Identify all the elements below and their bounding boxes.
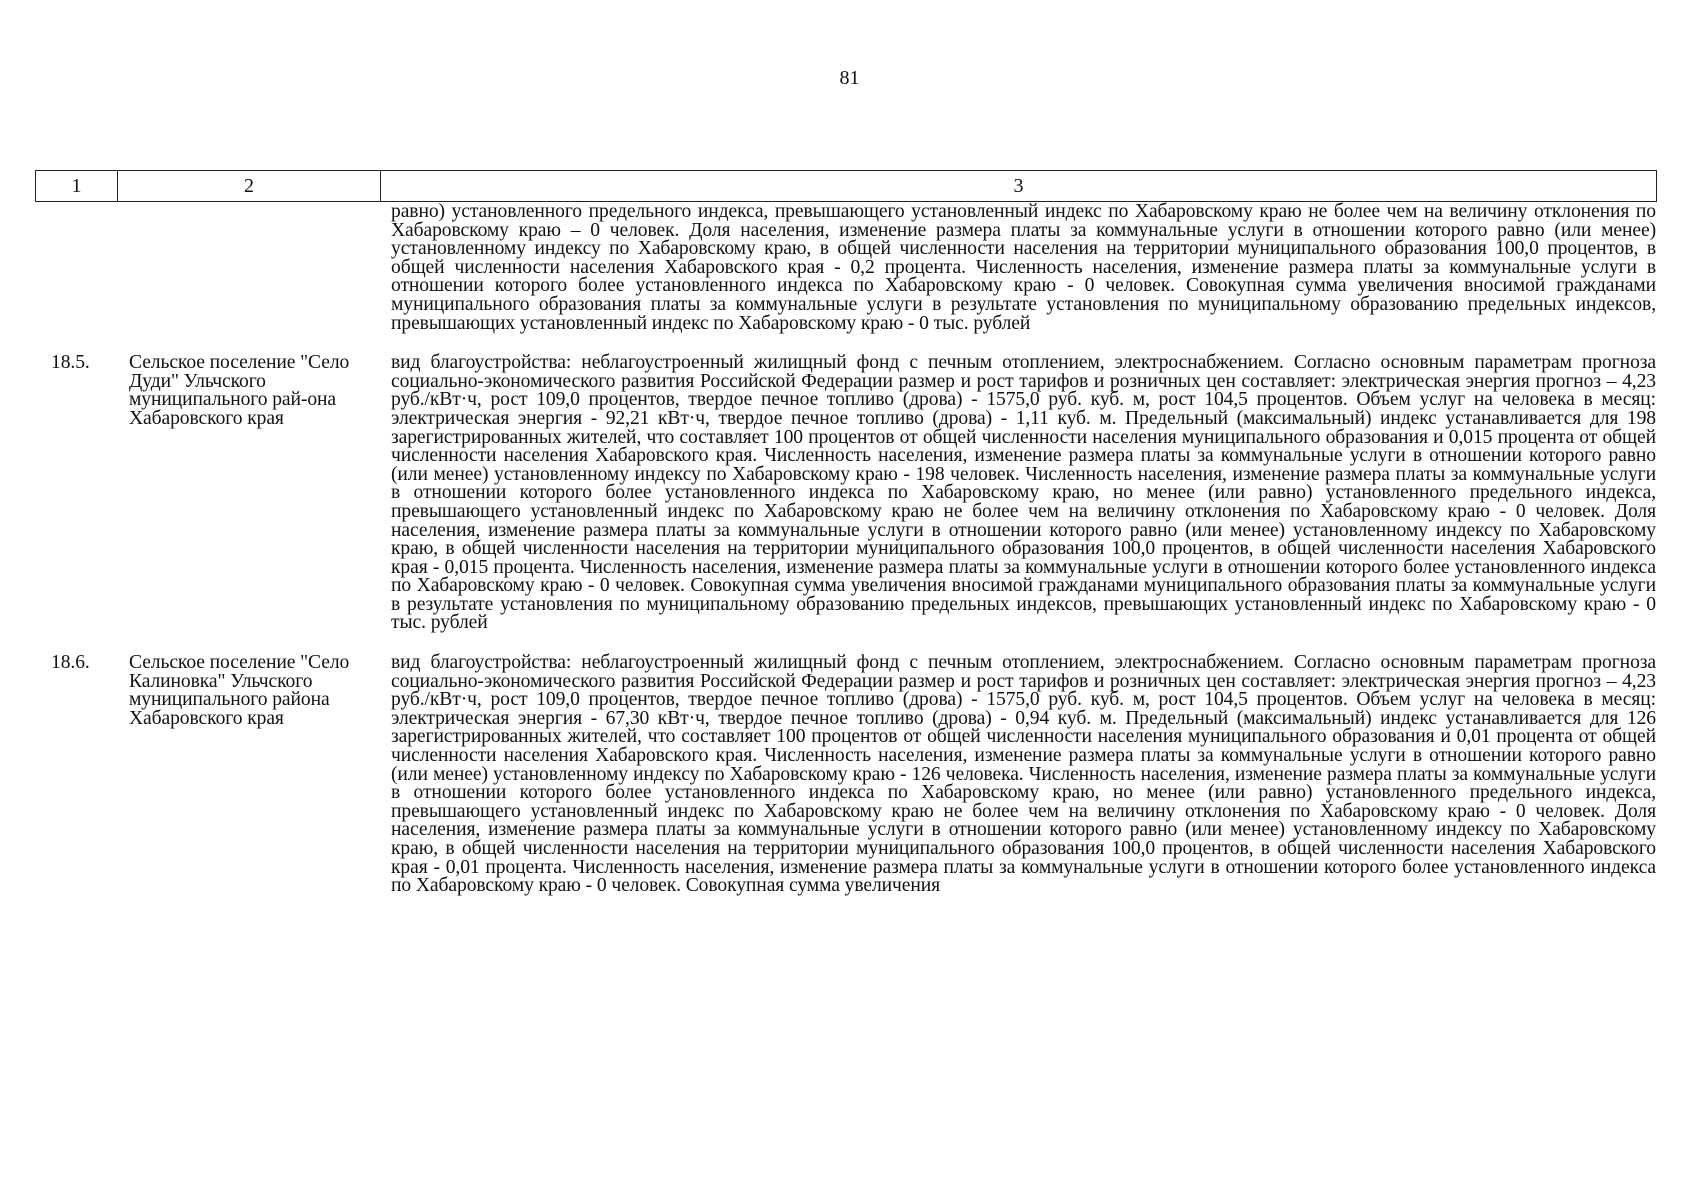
row-description: вид благоустройства: неблагоустроенный жилищный фонд с печным отоплением, электроснабжением. Согласно основным параметрам прогноза социально-экономического развития Российской Федерации размер и рост тарифов и розничных цен составляет: электрическая энергия прогноз – 4,23 руб./кВт·ч, рост 109,0 процентов, твердое печное топливо (дрова) - 1575,0 руб. куб. м, рост 104,5 процентов. Объем услуг на человека в месяц: электрическая энергия - 67,30 кВт·ч, твердое печное топливо (дрова) - 0,94 куб. м. Предельный (максимальный) индекс устанавливается для 126 зарегистрированных жителей, что составляет 100 процентов от общей численности населения муниципального образования и 0,01 процента от общей численности населения Хабаровского края. Численность населения, изменение размера платы за коммунальные услуги в отношении которого равно (или менее) установленному индексу по Хабаровскому краю - 126 человека. Численность населения, изменение размера платы за коммунальные услуги в отношении которого более установленного индекса по Хабаровскому краю, но менее (или равно) установленного предельного индекса, превышающего установленный индекс по Хабаровскому краю не более чем на величину отклонения по Хабаровскому краю - 0 человек. Доля населения, изменение размера платы за коммунальные услуги в отношении которого равно (или менее) установленному индексу по Хабаровскому краю, в общей численности населения на территории муниципального образования 100,0 процентов, в общей численности населения Хабаровского края - 0,01 процента. Численность населения, изменение размера платы за коммунальные услуги в отношении которого более установленного индекса по Хабаровскому краю - 0 человек. Совокупная сумма увеличения — [391, 652, 1656, 897]
row-municipality: Сельское поселение "Село Дуди" Ульчского муниципального рай-она Хабаровского края — [129, 352, 350, 429]
row-municipality: Сельское поселение "Село Калиновка" Ульчского муниципального района Хабаровского края — [129, 652, 350, 729]
table-body — [35, 203, 1656, 896]
continuation-name — [117, 203, 380, 333]
header-col-1: 1 — [36, 171, 118, 202]
row-gap — [35, 333, 1656, 354]
row-gap — [35, 633, 1656, 654]
row-number: 18.6. — [51, 652, 90, 674]
header-col-2: 2 — [118, 171, 381, 202]
table-header — [35, 170, 1657, 202]
continuation-text: равно) установленного предельного индекса, превышающего установленный индекс по Хабаровскому краю не более чем на величину отклонения по Хабаровскому краю – 0 человек. Доля населения, изменение размера платы за коммунальные услуги в отношении которого равно (или менее) установленному индексу по Хабаровскому краю, в общей численности населения на территории муниципального образования 100,0 процентов, в общей численности населения Хабаровского края - 0,2 процента. Численность населения, изменение размера платы за коммунальные услуги в отношении которого более установленного индекса по Хабаровскому краю - 0 человек. Совокупная сумма увеличения вносимой гражданами муниципального образования платы за коммунальные услуги в результате установления по муниципальному образованию предельных индексов, превышающих установленный индекс по Хабаровскому краю - 0 тыс. рублей — [391, 201, 1656, 334]
continuation-number — [35, 203, 117, 333]
header-col-3: 3 — [381, 171, 1657, 202]
row-number: 18.5. — [51, 352, 90, 374]
page-number: 81 — [839, 67, 860, 89]
row-description: вид благоустройства: неблагоустроенный жилищный фонд с печным отоплением, электроснабжением. Согласно основным параметрам прогноза социально-экономического развития Российской Федерации размер и рост тарифов и розничных цен составляет: электрическая энергия прогноз – 4,23 руб./кВт·ч, рост 109,0 процентов, твердое печное топливо (дрова) - 1575,0 руб. куб. м, рост 104,5 процентов. Объем услуг на человека в месяц: электрическая энергия - 92,21 кВт·ч, твердое печное топливо (дрова) - 1,11 куб. м. Предельный (максимальный) индекс устанавливается для 198 зарегистрированных жителей, что составляет 100 процентов от общей численности населения муниципального образования и 0,015 процента от общей численности населения Хабаровского края. Численность населения, изменение размера платы за коммунальные услуги в отношении которого равно (или менее) установленному индексу по Хабаровскому краю - 198 человек. Численность населения, изменение размера платы за коммунальные услуги в отношении которого более установленного индекса по Хабаровскому краю, но менее (или равно) установленного предельного индекса, превышающего установленный индекс по Хабаровскому краю не более чем на величину отклонения по Хабаровскому краю - 0 человек. Доля населения, изменение размера платы за коммунальные услуги в отношении которого равно (или менее) установленному индексу по Хабаровскому краю, в общей численности населения на территории муниципального образования 100,0 процентов, в общей численности населения Хабаровского края - 0,015 процента. Численность населения, изменение размера платы за коммунальные услуги в отношении которого более установленного индекса по Хабаровскому краю - 0 человек. Совокупная сумма увеличения вносимой гражданами муниципального образования платы за коммунальные услуги в результате установления по муниципальному образованию предельных индексов, превышающих установленный индекс по Хабаровскому краю - 0 тыс. рублей — [391, 352, 1656, 634]
